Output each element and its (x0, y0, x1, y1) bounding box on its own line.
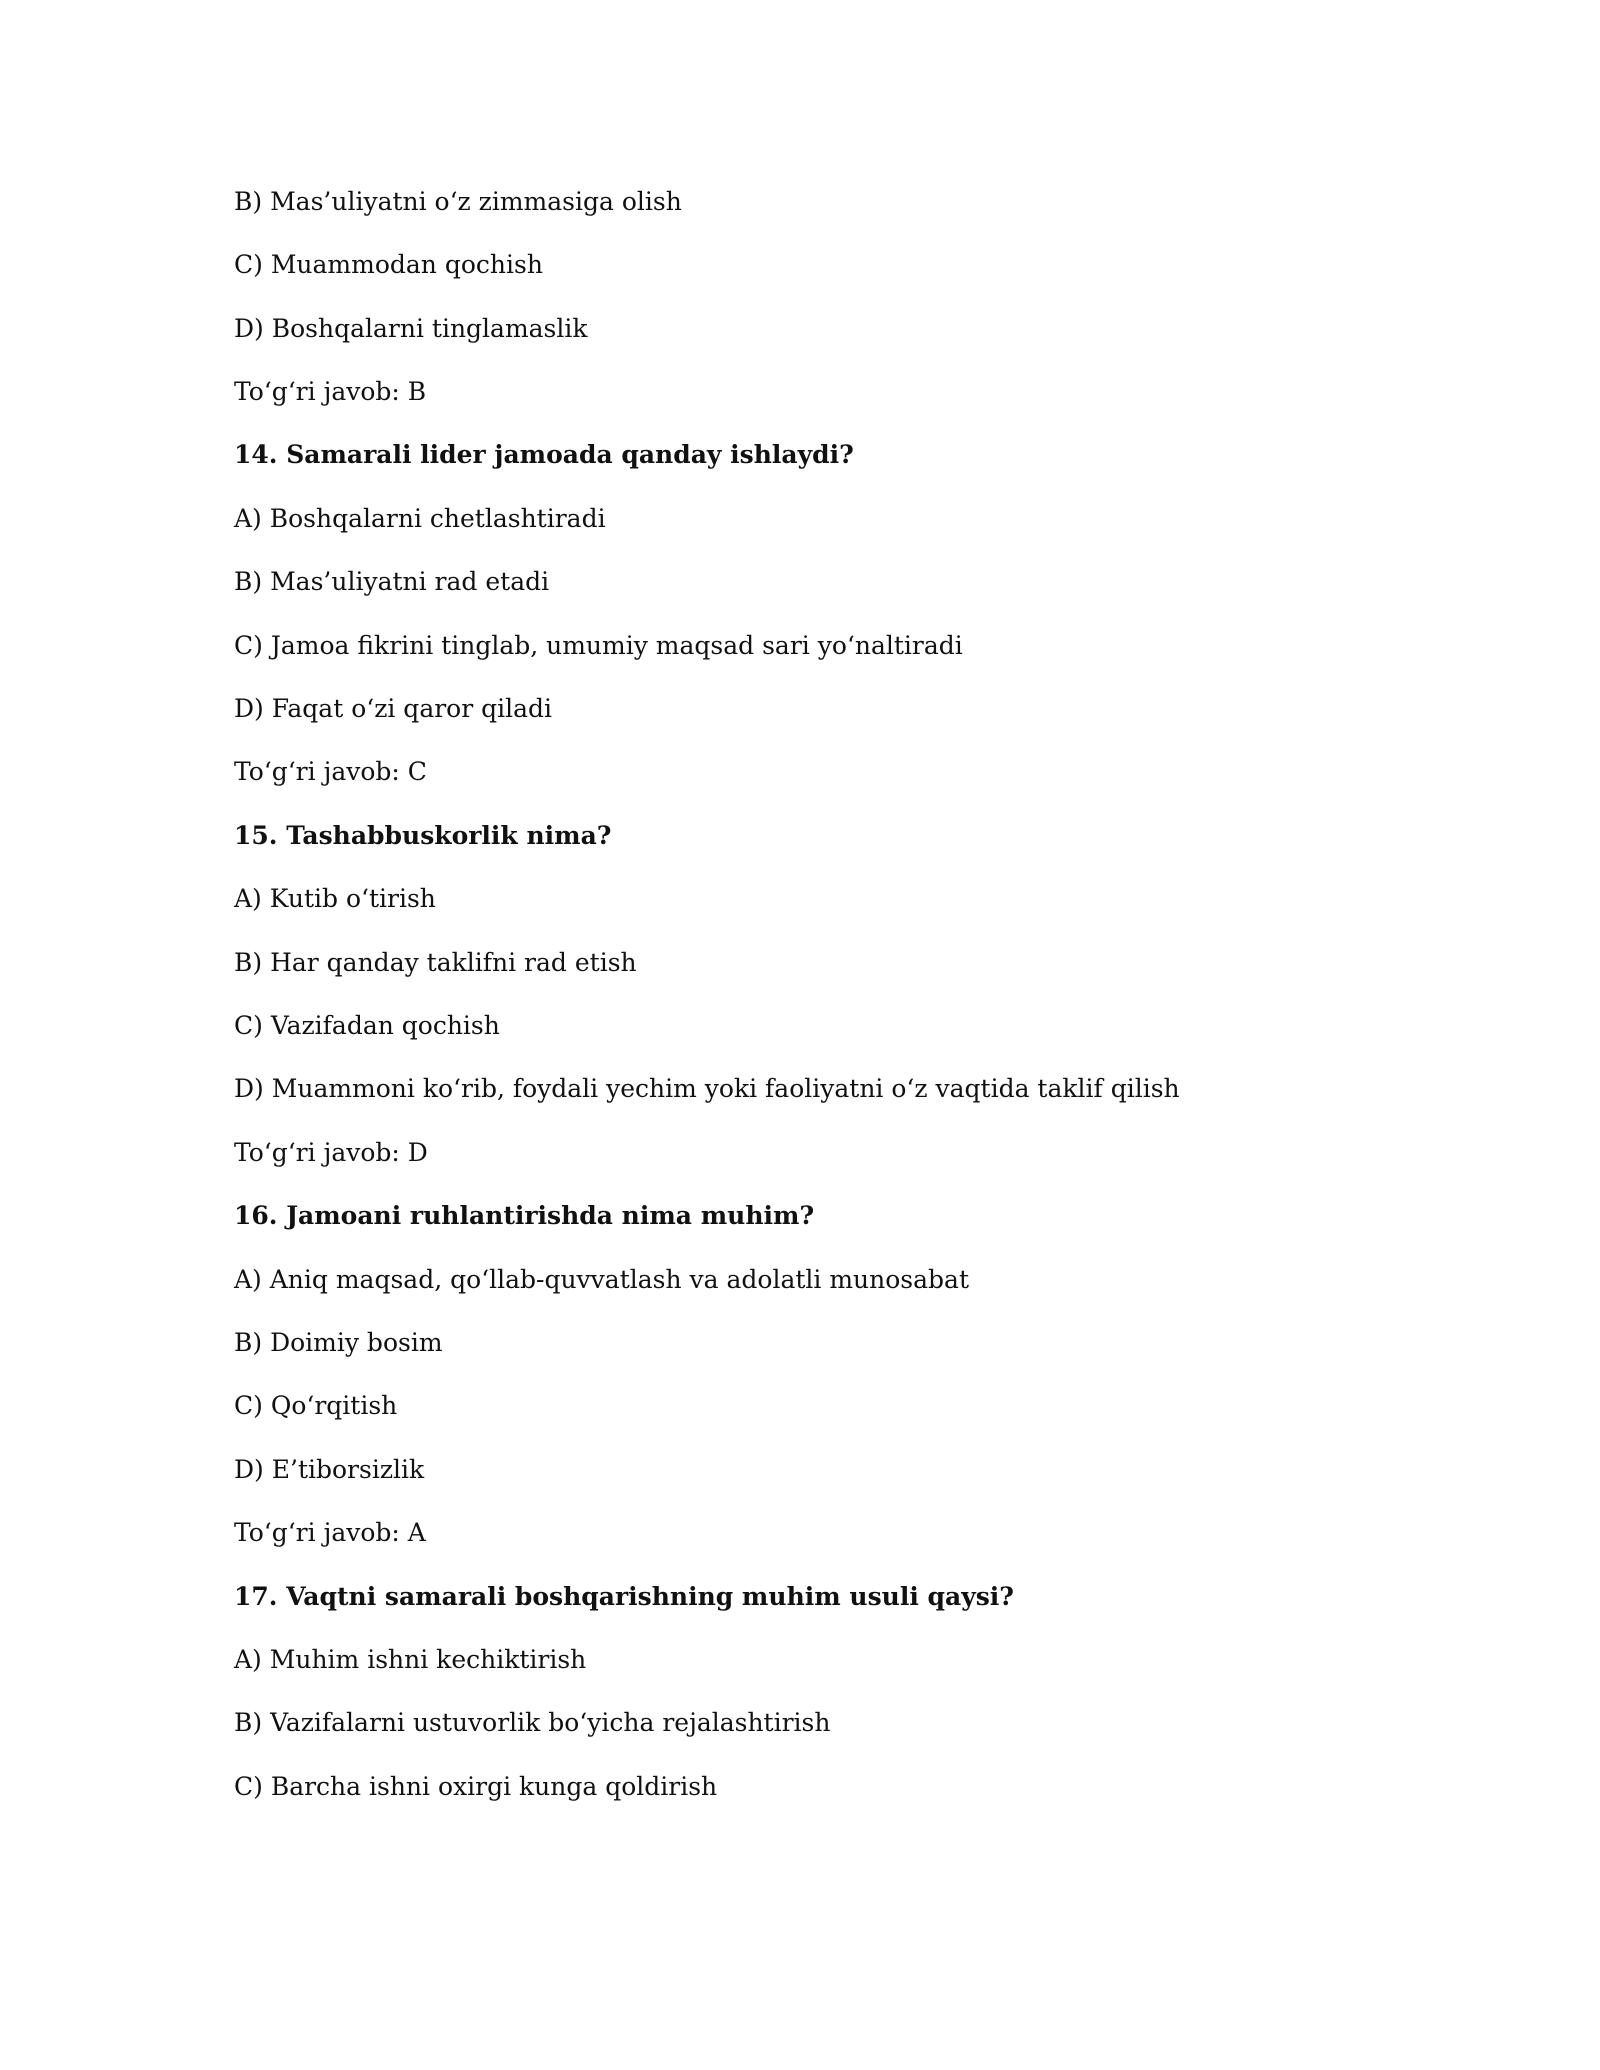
option-line: D) Boshqalarni tinglamaslik (234, 314, 588, 343)
answer-line: Toʻgʻri javob: A (234, 1518, 426, 1547)
option-line: B) Vazifalarni ustuvorlik boʻyicha rejalashtirish (234, 1708, 831, 1737)
option-line: A) Kutib oʻtirish (234, 884, 436, 913)
option-line: A) Muhim ishni kechiktirish (234, 1645, 587, 1674)
option-line: D) Faqat oʻzi qaror qiladi (234, 694, 553, 723)
question-heading: 15. Tashabbuskorlik nima? (234, 821, 612, 850)
option-line: C) Muammodan qochish (234, 250, 543, 279)
option-line: A) Boshqalarni chetlashtiradi (234, 504, 606, 533)
option-line: B) Mas’uliyatni rad etadi (234, 567, 550, 596)
question-heading: 14. Samarali lider jamoada qanday ishlaydi? (234, 440, 854, 469)
question-heading: 16. Jamoani ruhlantirishda nima muhim? (234, 1201, 815, 1230)
option-line: D) E’tiborsizlik (234, 1455, 425, 1484)
option-line: C) Jamoa fikrini tinglab, umumiy maqsad sari yoʻnaltiradi (234, 631, 963, 660)
option-line: C) Vazifadan qochish (234, 1011, 500, 1040)
answer-line: Toʻgʻri javob: C (234, 757, 427, 786)
option-line: C) Barcha ishni oxirgi kunga qoldirish (234, 1772, 718, 1801)
answer-line: Toʻgʻri javob: B (234, 377, 427, 406)
option-line: B) Mas’uliyatni oʻz zimmasiga olish (234, 187, 682, 216)
question-heading: 17. Vaqtni samarali boshqarishning muhim usuli qaysi? (234, 1582, 1014, 1611)
option-line: B) Doimiy bosim (234, 1328, 443, 1357)
option-line: A) Aniq maqsad, qoʻllab-quvvatlash va adolatli munosabat (234, 1265, 969, 1294)
option-line: C) Qoʻrqitish (234, 1391, 398, 1420)
option-line: B) Har qanday taklifni rad etish (234, 948, 637, 977)
answer-line: Toʻgʻri javob: D (234, 1138, 428, 1167)
option-line: D) Muammoni koʻrib, foydali yechim yoki faoliyatni oʻz vaqtida taklif qilish (234, 1074, 1180, 1103)
